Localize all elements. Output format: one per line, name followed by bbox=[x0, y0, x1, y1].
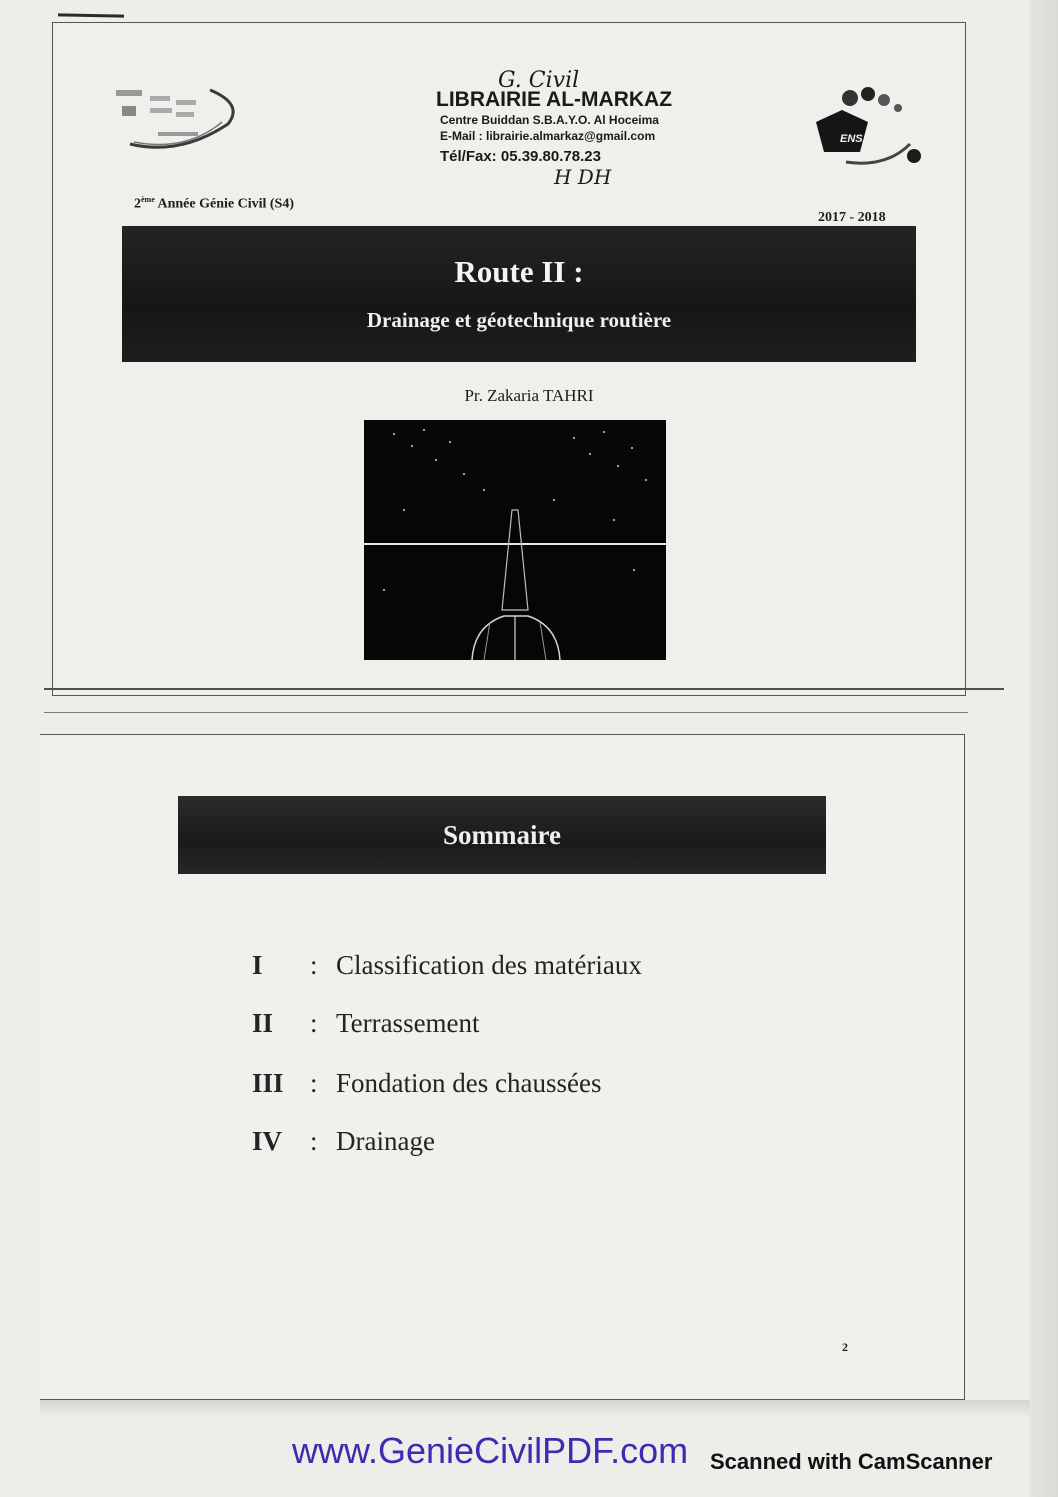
stamp-phone: Tél/Fax: 05.39.80.78.23 bbox=[440, 148, 601, 165]
stamp-handwritten-price: H DH bbox=[554, 165, 612, 189]
toc-item-label: Terrassement bbox=[336, 1008, 480, 1038]
toc-item-number: III bbox=[252, 1068, 284, 1098]
stamp-shop-name: LIBRAIRIE AL-MARKAZ bbox=[436, 88, 673, 111]
summary-banner bbox=[178, 796, 826, 874]
academic-year: 2017 - 2018 bbox=[818, 210, 886, 225]
toc-item-label: Fondation des chaussées bbox=[336, 1068, 602, 1098]
road-photo bbox=[364, 420, 666, 660]
stamp-address: Centre Buiddan S.B.A.Y.O. Al Hoceima bbox=[440, 113, 659, 127]
summary-title: Sommaire bbox=[443, 820, 561, 850]
slide-divider-secondary bbox=[44, 712, 968, 713]
scanner-watermark: Scanned with CamScanner bbox=[710, 1449, 993, 1474]
stamp-handwritten-note: G. Civil bbox=[498, 68, 580, 93]
university-logo bbox=[110, 84, 245, 156]
ensah-logo bbox=[806, 82, 926, 172]
toc-item-colon: : bbox=[310, 1068, 318, 1098]
page-number: 2 bbox=[842, 1340, 848, 1354]
toc-item-colon: : bbox=[310, 1008, 318, 1038]
course-subtitle: Drainage et géotechnique routière bbox=[366, 308, 672, 332]
course-level bbox=[134, 195, 294, 213]
toc-item-number: IV bbox=[252, 1126, 283, 1156]
bookshop-stamp bbox=[436, 68, 686, 192]
page-edge-shadow bbox=[1030, 0, 1058, 1497]
toc-item bbox=[252, 1008, 480, 1039]
page-bottom-shadow bbox=[40, 1400, 1030, 1418]
course-level-text: Année Génie Civil (S4) bbox=[157, 196, 294, 212]
author-name: Pr. Zakaria TAHRI bbox=[464, 386, 594, 405]
ensah-logo-text: ENSAH bbox=[840, 133, 879, 145]
slide-divider bbox=[44, 688, 1004, 690]
website-watermark[interactable]: www.GenieCivilPDF.com bbox=[292, 1430, 689, 1471]
toc-item-label: Drainage bbox=[336, 1126, 435, 1156]
stamp-email: E-Mail : librairie.almarkaz@gmail.com bbox=[440, 129, 656, 143]
toc-item bbox=[252, 1126, 435, 1157]
course-level-suffix: ème bbox=[141, 195, 155, 204]
toc-item-colon: : bbox=[310, 1126, 318, 1156]
toc-item-label: Classification des matériaux bbox=[336, 950, 642, 980]
title-banner bbox=[122, 226, 916, 362]
course-level-number: 2 bbox=[134, 196, 141, 212]
toc-item-number: I bbox=[252, 950, 263, 980]
toc-item-number: II bbox=[252, 1008, 274, 1038]
toc-item bbox=[252, 1068, 601, 1099]
toc-item-colon: : bbox=[310, 950, 318, 980]
course-title: Route II : bbox=[454, 254, 584, 289]
toc-item bbox=[252, 950, 642, 981]
